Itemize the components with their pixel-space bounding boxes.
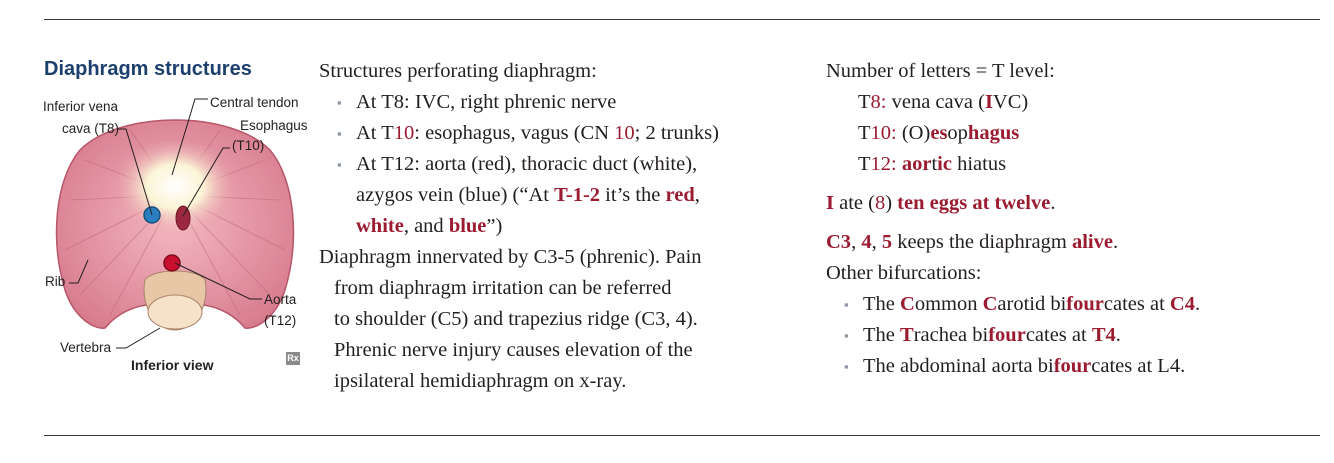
t10-h: h <box>967 122 980 144</box>
letters-title: Number of letters = T level: <box>826 60 1055 82</box>
b2-mid: rachea bi <box>913 324 989 346</box>
bullet-t12 <box>319 149 719 180</box>
label-aorta-line2: (T12) <box>264 313 297 328</box>
label-ivc-line1: Inferior vena <box>43 99 119 114</box>
m1-eight: 8 <box>874 192 886 214</box>
t12-line2-mid: it’s the <box>600 184 666 206</box>
t10-e: e <box>930 122 940 144</box>
label-ivc-line2: cava (T8) <box>62 121 120 136</box>
bullet-trachea <box>826 320 1200 351</box>
t10-a: a <box>979 122 990 144</box>
b2-t: T <box>900 324 914 346</box>
t12-line2-post: , <box>694 184 700 206</box>
t12-mid: t <box>931 153 938 175</box>
m2-dot: . <box>1112 231 1119 253</box>
t10-text-pre: At T <box>356 122 394 144</box>
t10-colon: : <box>891 122 897 144</box>
t12-n: 12 <box>870 153 892 175</box>
label-rib: Rib <box>45 274 66 289</box>
bullet-t8 <box>319 87 719 118</box>
m1-tail: ten eggs at twelve <box>897 192 1051 214</box>
t10-g: g <box>989 122 1000 144</box>
bullet-abdominal-aorta <box>826 351 1200 382</box>
m1-i: I <box>826 192 834 214</box>
m1-dot: . <box>1050 192 1056 214</box>
innervation-line-4: Phrenic nerve injury causes elevation of the <box>334 339 693 361</box>
t10-s2: s <box>1011 122 1020 144</box>
t12-colon: : <box>891 153 897 175</box>
perforating-title: Structures perforating diaphragm: <box>319 60 597 82</box>
t12-c: c <box>942 153 952 175</box>
t12-line1: At T12: aorta (red), thoracic duct (white), <box>356 153 698 175</box>
label-central-tendon: Central tendon <box>210 95 299 110</box>
esophagus-opening <box>176 206 190 230</box>
b1-post: cates at <box>1103 293 1170 315</box>
t10-t: T <box>858 122 871 144</box>
section-heading: Diaphragm structures <box>44 58 252 80</box>
b1-four: four <box>1066 293 1104 315</box>
m2-sep1: , <box>851 231 862 253</box>
t12-blue: blue <box>448 215 487 237</box>
bullet-t10 <box>319 118 719 149</box>
t12-post: hiatus <box>951 153 1007 175</box>
aorta-opening <box>164 255 180 271</box>
vertebra-body <box>148 295 202 329</box>
central-tendon <box>105 140 245 250</box>
bottom-rule <box>44 435 1320 436</box>
b1-level: C4 <box>1169 293 1195 315</box>
t12-t: T <box>858 153 871 175</box>
t10-cn: 10 <box>614 122 635 144</box>
m2-alive: alive <box>1071 231 1113 253</box>
t12-i: i <box>937 153 943 175</box>
t8-i: I <box>984 91 993 113</box>
other-bifurcations-title: Other bifurcations: <box>826 262 982 284</box>
t10-pre: (O) <box>896 122 931 144</box>
t8-n: 8 <box>870 91 881 113</box>
innervation-line-2: from diaphragm irritation can be referred <box>334 277 672 299</box>
label-vertebra: Vertebra <box>60 340 112 355</box>
label-aorta-line1: Aorta <box>264 292 297 307</box>
t12-mnemonic-level: T-1-2 <box>554 184 601 206</box>
m1-mid: ) <box>885 192 898 214</box>
t10-n: 10 <box>870 122 892 144</box>
t8-colon: : <box>880 91 887 113</box>
t12-line3 <box>319 211 719 242</box>
perforating-structures-column <box>319 56 719 397</box>
b1-mid2: arotid bi <box>997 293 1067 315</box>
t12-white: white <box>356 215 404 237</box>
label-inferior-view: Inferior view <box>131 357 214 373</box>
m2-four: 4 <box>861 231 872 253</box>
mnemonic-t8 <box>826 87 1200 118</box>
b1-c: C <box>900 293 915 315</box>
t10-mid: op <box>947 122 968 144</box>
innervation-line-1: Diaphragm innervated by C3-5 (phrenic). Pain <box>319 246 702 268</box>
b3-post: cates at L4. <box>1091 355 1186 377</box>
rx-badge-icon: Rx <box>287 353 299 363</box>
t10-u: u <box>999 122 1012 144</box>
t8-pre: vena cava ( <box>886 91 985 113</box>
m2-mid: keeps the diaphragm <box>892 231 1072 253</box>
t12-r: r <box>922 153 932 175</box>
mnemonic-t12 <box>826 149 1200 180</box>
b2-four: four <box>988 324 1026 346</box>
t8-post: VC) <box>992 91 1029 113</box>
m1-pre: ate ( <box>833 192 875 214</box>
t10-s: s <box>939 122 948 144</box>
t12-line3-post: ”) <box>486 215 503 237</box>
m2-sep2: , <box>871 231 882 253</box>
b1-pre: The <box>863 293 900 315</box>
b2-level: T4 <box>1091 324 1116 346</box>
t12-line3-mid: , and <box>403 215 449 237</box>
t12-a: a <box>901 153 913 175</box>
mnemonic-t10 <box>826 118 1200 149</box>
t10-text-post: ; 2 trunks) <box>634 122 719 144</box>
innervation-line-3: to shoulder (C5) and trapezius ridge (C3, 4). <box>334 308 698 330</box>
t12-o: o <box>912 153 923 175</box>
m2-five: 5 <box>881 231 893 253</box>
mnemonic-ate-eight <box>826 188 1200 219</box>
t12-line2-pre: azygos vein (blue) (“At <box>356 184 555 206</box>
b3-pre: The abdominal aorta bi <box>863 355 1054 377</box>
b2-post: cates at <box>1025 324 1092 346</box>
t12-red: red <box>665 184 695 206</box>
t10-level: 10 <box>393 122 415 144</box>
t10-text-mid: : esophagus, vagus (CN <box>414 122 615 144</box>
label-esophagus-line1: Esophagus <box>240 118 308 133</box>
m2-c3: C3 <box>826 231 852 253</box>
b1-mid: ommon <box>914 293 983 315</box>
label-esophagus-line2: (T10) <box>232 138 265 153</box>
top-rule <box>44 19 1320 20</box>
bullet-carotid <box>826 289 1200 320</box>
b3-four: four <box>1053 355 1092 377</box>
b2-pre: The <box>863 324 900 346</box>
t8-text: At T8: IVC, right phrenic nerve <box>356 91 617 113</box>
mnemonic-c345 <box>826 227 1200 258</box>
mnemonics-column <box>826 56 1200 382</box>
t8-t: T <box>858 91 871 113</box>
b1-dot: . <box>1194 293 1201 315</box>
b1-c2: C <box>982 293 998 315</box>
innervation-line-5: ipsilateral hemidiaphragm on x-ray. <box>334 370 627 392</box>
b2-dot: . <box>1115 324 1121 346</box>
t12-line2 <box>319 180 719 211</box>
